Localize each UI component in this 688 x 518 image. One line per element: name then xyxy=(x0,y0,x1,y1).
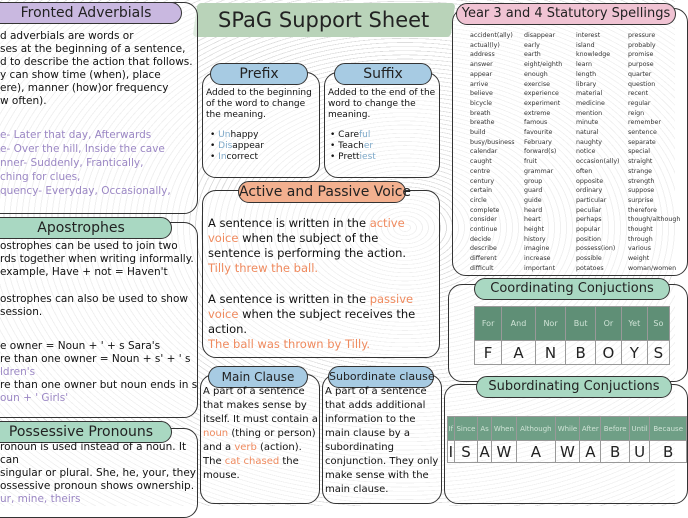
apostrophes-examples: e owner = Noun + ' + s Sara's re than one owner = Noun + s' + ' s ldren's re than one owner but noun ends in s oun + ' Girls' xyxy=(0,340,198,404)
prefix-description: Added to the beginning of the word to change the meaning. xyxy=(206,88,312,120)
subord-letter: A xyxy=(479,442,490,461)
spellings-heading: Year 3 and 4 Statutory Spellings xyxy=(456,3,676,25)
subord-letter: U xyxy=(629,441,650,463)
page-title: SPaG Support Sheet xyxy=(193,3,456,37)
spellings-column-1: accident(ally) actual(ly) address answer appear arrive believe bicycle breath breathe build busy/business calendar caught centre century certain circle complete consider continue decide describe different difficult xyxy=(470,32,515,272)
subord-word: When xyxy=(491,417,516,441)
coord-word: But xyxy=(566,307,596,341)
fronted-adverbials-heading: Fronted Adverbials xyxy=(0,2,182,24)
subord-letter: S xyxy=(454,441,478,463)
apostrophes-heading: Apostrophes xyxy=(0,217,172,239)
apostrophes-text: ostrophes can be used to join two rds together when writing informally. example, Have + not = Haven't ostrophes can also be used to show session. xyxy=(0,240,194,318)
subord-letter: B xyxy=(650,441,687,463)
spellings-column-2: disappear early earth eight/eighth enough exercise experience experiment extreme famous favourite February forward(s) fruit grammar group guard guide heard heart height history imagine increase important xyxy=(524,32,563,272)
voice-heading: Active and Passive Voice xyxy=(238,181,406,203)
passive-voice-text: A sentence is written in the passive voice when the subject receives the action. The ball was thrown by Tilly. xyxy=(208,292,416,351)
coord-word: Nor xyxy=(535,307,566,341)
coord-letter: A xyxy=(502,341,536,365)
coord-word: For xyxy=(475,307,502,341)
subord-word: Until xyxy=(629,417,650,441)
subord-word: After xyxy=(580,417,601,441)
subord-word: While xyxy=(555,417,580,441)
subord-letter: W xyxy=(555,441,580,463)
possessive-pronouns-heading: Possessive Pronouns xyxy=(0,421,172,443)
coord-letter: N xyxy=(535,341,566,365)
prefix-heading: Prefix xyxy=(210,63,308,85)
active-voice-text: A sentence is written in the active voice when the subject of the sentence is performing the action. Tilly threw the ball. xyxy=(208,216,407,275)
coord-word: And xyxy=(502,307,536,341)
coord-word: Or xyxy=(595,307,621,341)
subord-letter: I xyxy=(448,442,453,461)
prefix-examples: • Unhappy • Disappear • Incorrect xyxy=(210,130,310,163)
main-clause-text: A part of a sentence that makes sense by itself. It must contain a noun (thing or person) and a verb (action). The cat chased the mouse. xyxy=(203,386,318,481)
coord-letter: B xyxy=(566,341,596,365)
subord-letter: W xyxy=(491,441,516,463)
coord-word: So xyxy=(647,307,669,341)
subord-word: Since xyxy=(454,417,478,441)
suffix-description: Added to the end of the word to change the meaning. xyxy=(328,88,436,120)
subord-letter: B xyxy=(601,441,629,463)
coord-letter: Y xyxy=(621,341,647,365)
suffix-examples: • Careful • Teacher • Prettiest xyxy=(330,130,430,163)
subord-word: If xyxy=(448,417,455,441)
coord-word: Yet xyxy=(621,307,647,341)
subord-word: As xyxy=(478,417,491,441)
subord-letter: A xyxy=(516,441,555,463)
subordinate-clause-heading: Subordinate clause xyxy=(328,366,434,388)
subordinating-table xyxy=(447,416,687,463)
subord-word: Before xyxy=(601,417,629,441)
subordinate-clause-text: A part of a sentence that adds additional information to the main clause by a subordinating conjunction. They only make sense with the main clause. xyxy=(325,386,439,495)
possessive-pronouns-text: ronoun is used instead of a noun. It can singular or plural. She, he, your, they ossessive pronoun shows ownership. ur, mine, theirs xyxy=(0,441,197,505)
coord-letter: F xyxy=(475,341,502,365)
subord-letter: A xyxy=(580,441,601,463)
coordinating-table xyxy=(474,306,670,365)
subordinating-heading: Subordinating Conjuctions xyxy=(476,376,672,398)
coordinating-heading: Coordinating Conjuctions xyxy=(474,278,670,300)
fronted-adverbials-examples: e- Later that day, Afterwards e- Over the hill, Inside the cave nner- Suddenly, Frantically, ching for clues, quency- Everyday, Occasionally, xyxy=(0,129,171,197)
coord-letter: S xyxy=(647,341,669,365)
subord-word: Although xyxy=(516,417,555,441)
coord-letter: O xyxy=(595,341,621,365)
spellings-column-4: pressure probably promise purpose quarter question recent regular reign remember sentence separate special straight strange strength suppose surprise therefore though/although thought through various weight woman/women xyxy=(628,32,681,272)
suffix-heading: Suffix xyxy=(334,63,432,85)
main-clause-heading: Main Clause xyxy=(208,366,308,388)
spellings-column-3: interest island knowledge learn length library material medicine mention minute natural naughty notice occasion(ally) often opposite ordinary particular peculiar perhaps popular position possess(ion) possible potatoes xyxy=(576,32,620,272)
fronted-adverbials-text: d adverbials are words or ses at the beginning of a sentence, d to describe the action that follows. y can show time (when), place ere), manner (how)or frequency w often). xyxy=(0,30,193,107)
subord-word: Because xyxy=(650,417,687,441)
